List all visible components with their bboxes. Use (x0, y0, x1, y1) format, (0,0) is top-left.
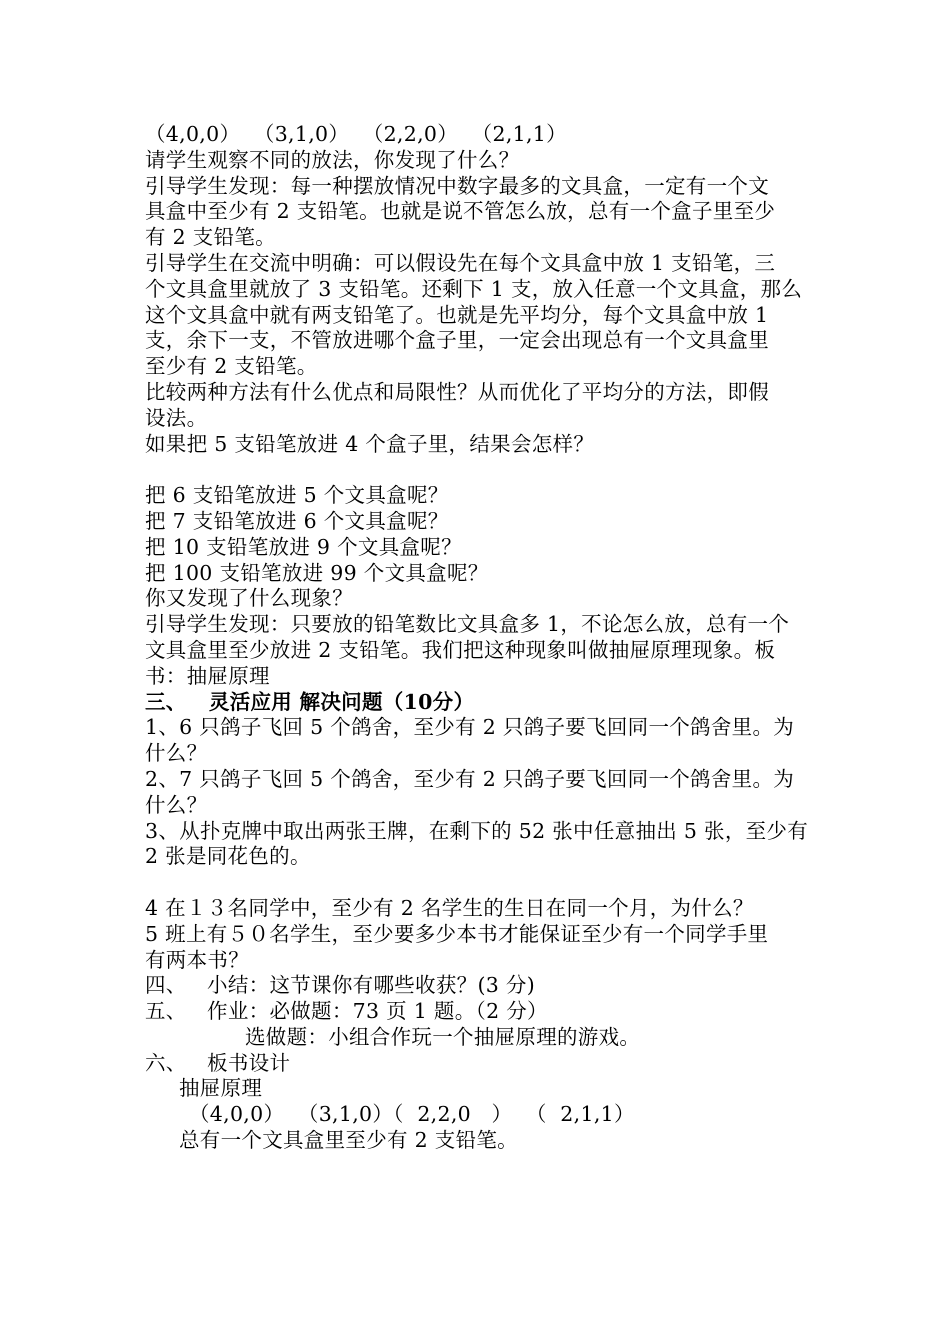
text-line: 把 100 支铅笔放进 99 个文具盒呢？ (145, 560, 489, 585)
text-line: 5 班上有５０名学生，至少要多少本书才能保证至少有一个同学手里 (145, 921, 769, 946)
document-body (145, 122, 815, 1154)
text-line: 这个文具盒中就有两支铅笔了。也就是先平均分，每个文具盒中放 1 (145, 302, 769, 327)
text-line: 什么？ (145, 792, 208, 817)
text-line: 2 张是同花色的。 (145, 844, 311, 869)
text-line: 2、7 只鸽子飞回 5 个鸽舍，至少有 2 只鸽子要飞回同一个鸽舍里。为 (145, 766, 795, 791)
text-line: 把 10 支铅笔放进 9 个文具盒呢？ (145, 534, 462, 559)
section-heading-3: 三、 灵活应用 解决问题（10分） (145, 689, 475, 714)
text-line: 支，余下一支，不管放进哪个盒子里，一定会出现总有一个文具盒里 (145, 328, 769, 353)
text-line: 引导学生发现：只要放的铅笔数比文具盒多 1，不论怎么放，总有一个 (145, 612, 790, 637)
board-conclusion: 总有一个文具盒里至少有 2 支铅笔。 (179, 1128, 518, 1153)
section-heading-6: 六、 板书设计 (145, 1050, 291, 1075)
text-line: 引导学生发现：每一种摆放情况中数字最多的文具盒，一定有一个文 (145, 173, 769, 198)
text-line: 书：抽屉原理 (145, 663, 270, 688)
text-line: 把 7 支铅笔放进 6 个文具盒呢？ (145, 508, 449, 533)
blank-line (145, 870, 815, 896)
text-line: 把 6 支铅笔放进 5 个文具盒呢？ (145, 483, 449, 508)
text-line: 至少有 2 支铅笔。 (145, 354, 318, 379)
text-line: 1、6 只鸽子飞回 5 个鸽舍，至少有 2 只鸽子要飞回同一个鸽舍里。为 (145, 715, 795, 740)
text-line: 有 2 支铅笔。 (145, 225, 276, 250)
text-line: 什么？ (145, 741, 208, 766)
section-heading-5: 五、 作业：必做题：73 页 1 题。（2 分） (145, 999, 548, 1024)
board-combinations: （4,0,0） （3,1,0）（ 2,2,0 ） （ 2,1,1） (189, 1102, 635, 1127)
text-line: 3、从扑克牌中取出两张王牌，在剩下的 52 张中任意抽出 5 张，至少有 (145, 818, 809, 843)
text-line: 4 在１３名同学中，至少有 2 名学生的生日在同一个月，为什么？ (145, 895, 754, 920)
text-line: 个文具盒里就放了 3 支铅笔。还剩下 1 支，放入任意一个文具盒，那么 (145, 276, 803, 301)
text-line: 请学生观察不同的放法，你发现了什么？ (145, 147, 520, 172)
text-line: 引导学生在交流中明确：可以假设先在每个文具盒中放 1 支铅笔，三 (145, 250, 776, 275)
blank-line (145, 457, 815, 483)
text-line: 如果把 5 支铅笔放进 4 个盒子里，结果会怎样？ (145, 431, 595, 456)
optional-homework: 选做题：小组合作玩一个抽屉原理的游戏。 (245, 1024, 641, 1049)
text-line: （4,0,0） （3,1,0） （2,2,0） （2,1,1） (145, 122, 567, 146)
text-line: 文具盒里至少放进 2 支铅笔。我们把这种现象叫做抽屉原理现象。板 (145, 637, 776, 662)
text-line: 具盒中至少有 2 支铅笔。也就是说不管怎么放，总有一个盒子里至少 (145, 199, 776, 224)
board-title: 抽屉原理 (179, 1076, 263, 1101)
text-line: 你又发现了什么现象？ (145, 586, 353, 611)
text-line: 设法。 (145, 405, 208, 430)
text-line: 有两本书？ (145, 947, 249, 972)
section-heading-4: 四、 小结：这节课你有哪些收获？(3 分) (145, 973, 536, 998)
text-line: 比较两种方法有什么优点和局限性？从而优化了平均分的方法，即假 (145, 379, 769, 404)
